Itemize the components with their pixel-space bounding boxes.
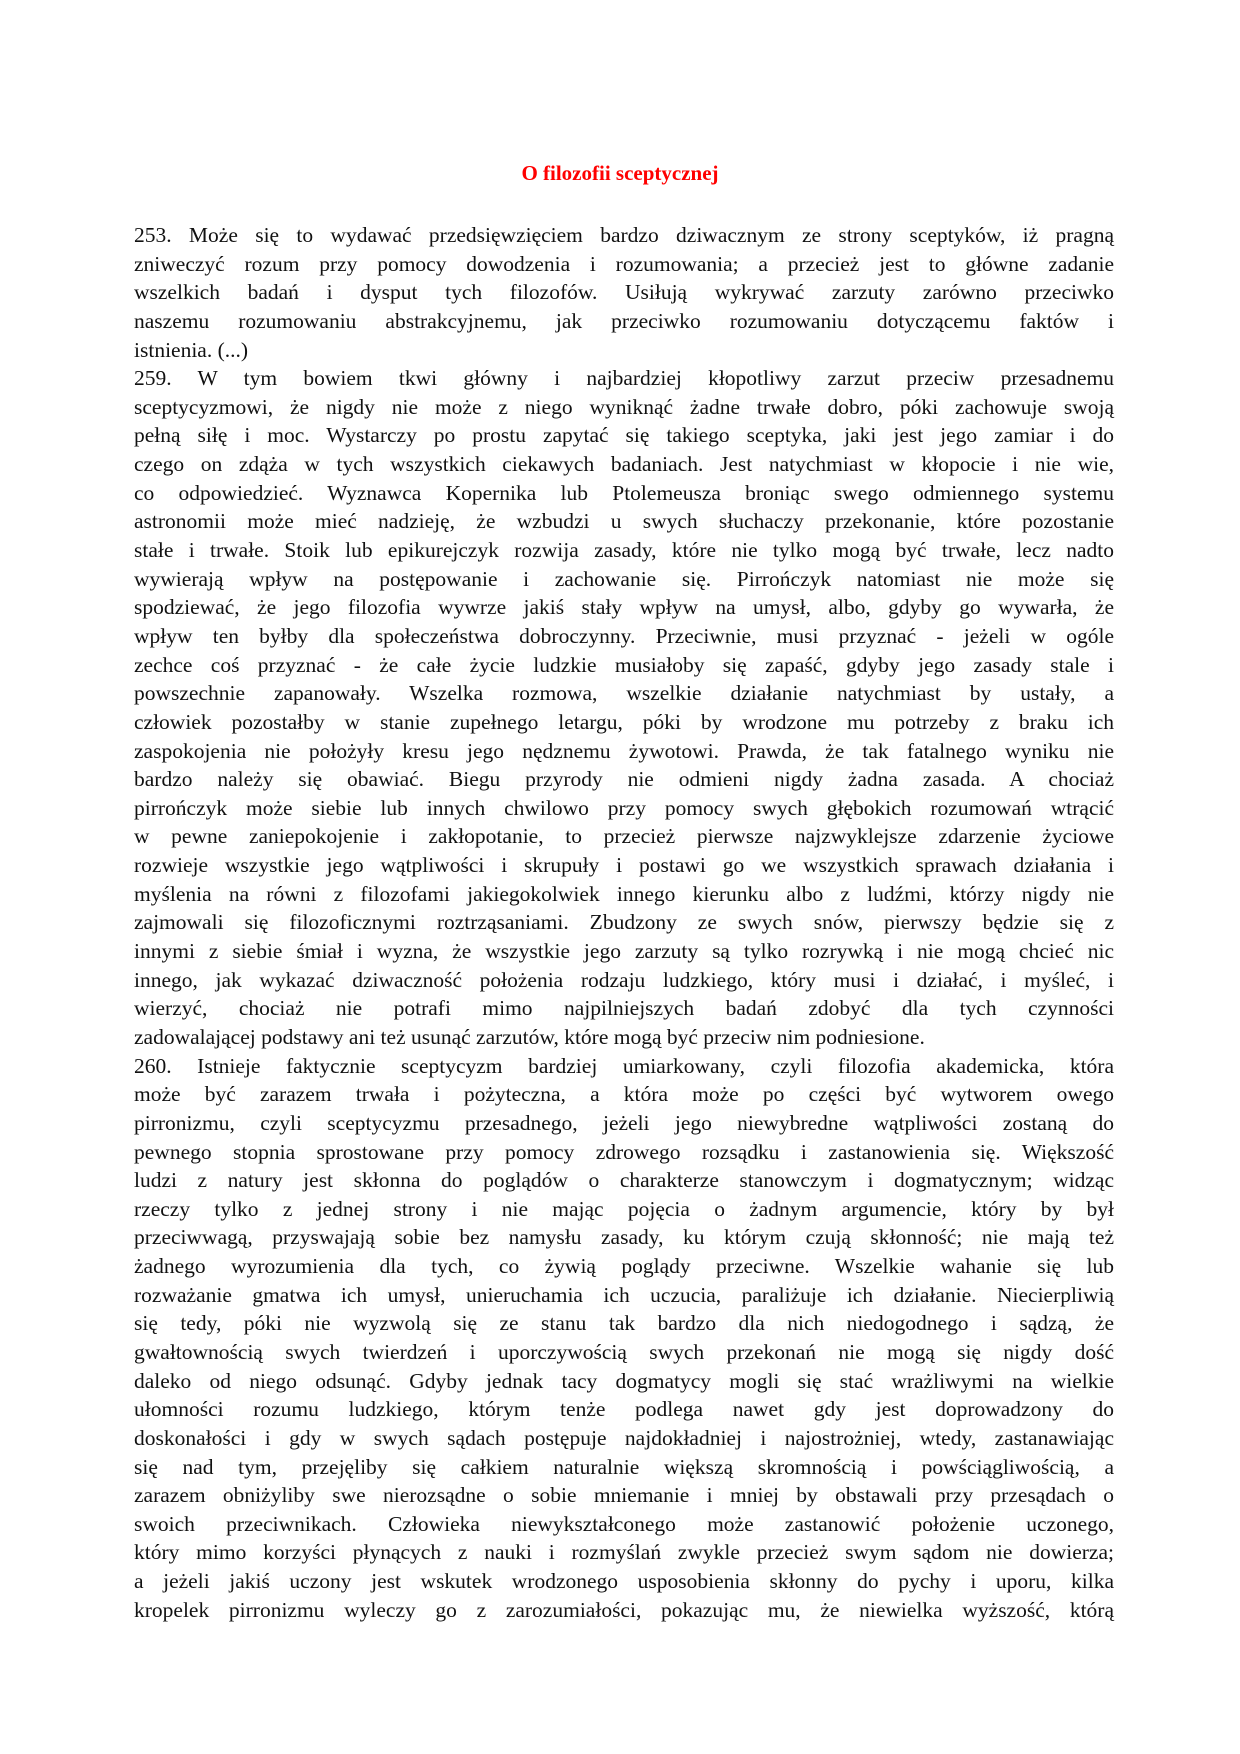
- text-line: 253. Może się to wydawać przedsięwzięciem bardzo dziwacznym ze strony sceptyków, iż pragną: [134, 223, 1114, 247]
- text-line: a jeżeli jakiś uczony jest wskutek wrodzonego usposobienia skłonny do pychy i uporu, kilka: [134, 1569, 1114, 1594]
- document-body: [134, 221, 1114, 1624]
- text-line: stałe i trwałe. Stoik lub epikurejczyk rozwija zasady, które nie tylko mogą być trwałe, lecz nadto: [134, 538, 1114, 563]
- text-line: pełną siłę i moc. Wystarczy po prostu zapytać się takiego sceptyka, jaki jest jego zamiar i do: [134, 423, 1114, 448]
- text-line: istnienia. (...): [134, 337, 249, 362]
- text-line: zarazem obniżyliby swe nierozsądne o sobie mniemanie i mniej by obstawali przy przesądach o: [134, 1483, 1114, 1508]
- text-line: 260. Istnieje faktycznie sceptycyzm bardziej umiarkowany, czyli filozofia akademicka, która: [134, 1053, 1114, 1078]
- text-line: daleko od niego odsunąć. Gdyby jednak tacy dogmatycy mogli się stać wrażliwymi na wielkie: [134, 1368, 1114, 1393]
- text-line: się nad tym, przejęliby się całkiem naturalnie większą skromnością i powściągliwością, a: [134, 1454, 1114, 1479]
- text-line: który mimo korzyści płynących z nauki i rozmyślań zwykle przecież swym sądom nie dowierza;: [134, 1540, 1114, 1565]
- text-line: zaspokojenia nie położyły kresu jego nędznemu żywotowi. Prawda, że tak fatalnego wyniku nie: [134, 738, 1114, 763]
- text-line: pirronizmu, czyli sceptycyzmu przesadnego, jeżeli jego niewybredne wątpliwości zostaną do: [134, 1110, 1114, 1135]
- text-line: co odpowiedzieć. Wyznawca Kopernika lub Ptolemeusza broniąc swego odmiennego systemu: [134, 480, 1114, 505]
- document-title: O filozofii sceptycznej: [521, 161, 719, 185]
- text-line: może być zarazem trwała i pożyteczna, a która może po części być wytworem owego: [134, 1082, 1114, 1107]
- text-line: zajmowali się filozoficznymi roztrząsaniami. Zbudzony ze swych snów, pierwszy będzie się z: [134, 910, 1114, 935]
- text-line: wszelkich badań i dysput tych filozofów. Usiłują wykrywać zarzuty zarówno przeciwko: [134, 280, 1114, 305]
- text-line: sceptycyzmowi, że nigdy nie może z niego wyniknąć żadne trwałe dobro, póki zachowuje swoją: [134, 394, 1114, 419]
- text-line: kropelek pirronizmu wyleczy go z zarozumiałości, pokazując mu, że niewielka wyższość, którą: [134, 1597, 1114, 1622]
- text-line: bardzo należy się obawiać. Biegu przyrody nie odmieni nigdy żadna zasada. A chociaż: [134, 767, 1114, 792]
- text-line: przeciwwagą, przyswajają sobie bez namysłu zasady, ku którym czują skłonność; nie mają też: [134, 1225, 1114, 1250]
- text-line: czego on zdąża w tych wszystkich ciekawych badaniach. Jest natychmiast w kłopocie i nie wie,: [134, 452, 1114, 477]
- text-line: żadnego wyrozumienia dla tych, co żywią poglądy przeciwne. Wszelkie wahanie się lub: [134, 1254, 1114, 1279]
- text-line: astronomii może mieć nadzieję, że wzbudzi u swych słuchaczy przekonanie, które pozostanie: [134, 509, 1114, 534]
- text-line: powszechnie zapanowały. Wszelka rozmowa, wszelkie działanie natychmiast by ustały, a: [134, 681, 1114, 706]
- text-line: rozważanie gmatwa ich umysł, unieruchamia ich uczucia, paraliżuje ich działanie. Niecierpliwią: [134, 1282, 1114, 1307]
- text-line: myślenia na równi z filozofami jakiegokolwiek innego kierunku albo z ludźmi, którzy nigdy nie: [134, 881, 1114, 906]
- text-line: ułomności rozumu ludzkiego, którym tenże podlega nawet gdy jest doprowadzony do: [134, 1397, 1114, 1422]
- text-line: 259. W tym bowiem tkwi główny i najbardziej kłopotliwy zarzut przeciw przesadnemu: [134, 366, 1114, 391]
- text-line: wpływ ten byłby dla społeczeństwa dobroczynny. Przeciwnie, musi przyznać - jeżeli w ogóle: [134, 623, 1114, 648]
- text-line: ludzi z natury jest skłonna do poglądów o charakterze stanowczym i dogmatycznym; widząc: [134, 1168, 1114, 1193]
- text-line: doskonałości i gdy w swych sądach postępuje najdokładniej i najostrożniej, wtedy, zastanawiając: [134, 1425, 1114, 1450]
- text-line: rozwieje wszystkie jego wątpliwości i skrupuły i postawi go we wszystkich sprawach działania i: [134, 853, 1114, 878]
- text-line: się tedy, póki nie wyzwolą się ze stanu tak bardzo dla nich niedogodnego i sądzą, że: [134, 1311, 1114, 1336]
- text-line: w pewne zaniepokojenie i zakłopotanie, to przecież pierwsze najzwyklejsze zdarzenie życiowe: [134, 824, 1114, 849]
- text-line: swoich przeciwnikach. Człowieka niewykształconego może zastanowić położenie uczonego,: [134, 1511, 1114, 1536]
- text-line: pewnego stopnia sprostowane przy pomocy zdrowego rozsądku i zastanowienia się. Większość: [134, 1139, 1114, 1164]
- text-line: zniweczyć rozum przy pomocy dowodzenia i rozumowania; a przecież jest to główne zadanie: [134, 251, 1114, 276]
- text-line: wywierają wpływ na postępowanie i zachowanie się. Pirrończyk natomiast nie może się: [134, 566, 1114, 591]
- text-line: zadowalającej podstawy ani też usunąć zarzutów, które mogą być przeciw nim podniesione.: [134, 1024, 925, 1049]
- text-line: rzeczy tylko z jednej strony i nie mając pojęcia o żadnym argumencie, który by był: [134, 1196, 1114, 1221]
- text-line: człowiek pozostałby w stanie zupełnego letargu, póki by wrodzone mu potrzeby z braku ich: [134, 709, 1114, 734]
- text-line: naszemu rozumowaniu abstrakcyjnemu, jak przeciwko rozumowaniu dotyczącemu faktów i: [134, 308, 1114, 333]
- text-line: wierzyć, chociaż nie potrafi mimo najpilniejszych badań zdobyć dla tych czynności: [134, 996, 1114, 1021]
- text-line: innymi z siebie śmiał i wyzna, że wszystkie jego zarzuty są tylko rozrywką i nie mogą chcieć nic: [134, 939, 1114, 964]
- text-line: pirrończyk może siebie lub innych chwilowo przy pomocy swych głębokich rozumowań wtrącić: [134, 795, 1114, 820]
- text-line: spodziewać, że jego filozofia wywrze jakiś stały wpływ na umysł, albo, gdyby go wywarła, że: [134, 595, 1114, 620]
- text-line: innego, jak wykazać dziwaczność położenia rodzaju ludzkiego, który musi i działać, i myśleć, i: [134, 967, 1114, 992]
- text-line: zechce coś przyznać - że całe życie ludzkie musiałoby się zapaść, gdyby jego zasady stale i: [134, 652, 1114, 677]
- text-line: gwałtownością swych twierdzeń i uporczywością swych przekonań nie mogą się nigdy dość: [134, 1339, 1114, 1364]
